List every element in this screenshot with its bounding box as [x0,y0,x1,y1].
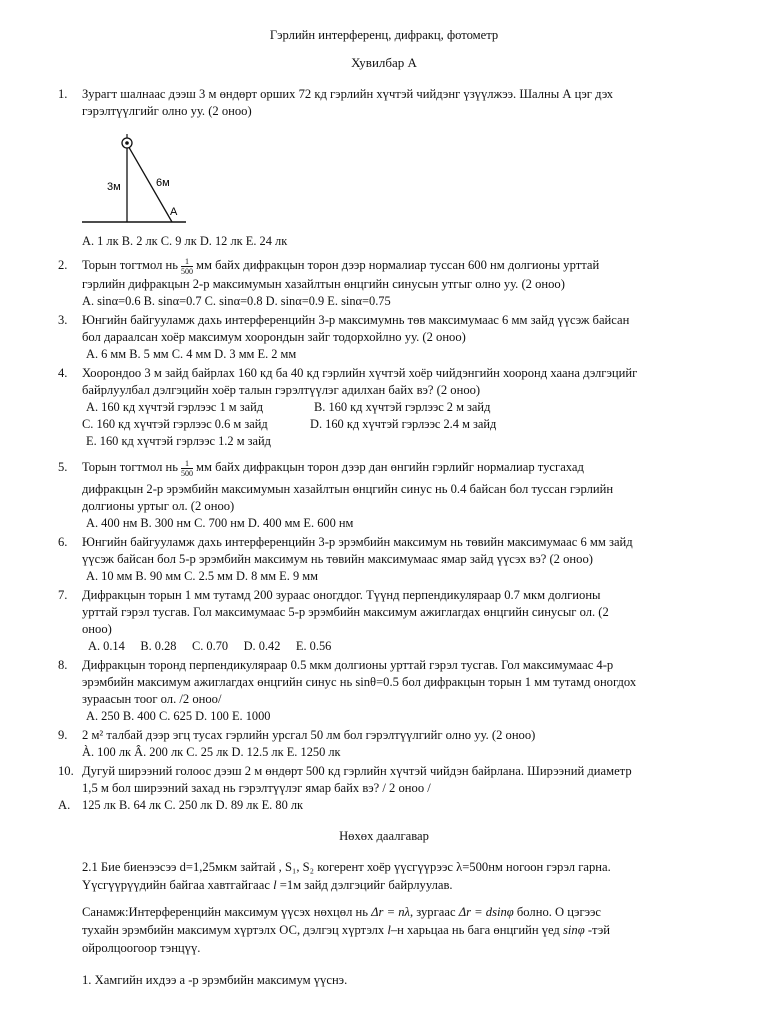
task21-var-l: l [273,878,277,892]
document-title: Гэрлийн интерференц, дифракц, фотометр [269,28,499,42]
section2-heading: Нөхөх даалгавар [339,829,429,843]
formula-max-condition: Δr = nλ [371,905,410,919]
q1-number: 1. [58,87,68,101]
hint-line2: тухайн эрэмбийн максимум хүртэлх ОС, дэлгэц хүртэлх l–н харьцаа нь бага өнцгийн үед sinφ -тэй [82,923,610,937]
q1-lamp-figure [80,134,190,226]
q3-text-line2: бол дараалсан хоёр максимум хоорондын зайг тодорхойлно уу. (2 оноо) [82,330,466,344]
subquestion-1: 1. Хамгийн ихдээ а -р эрэмбийн максимум үүснэ. [82,973,348,987]
q7-text-line2: урттай гэрэл тусгав. Гол максимумаас 5-р эрэмбийн максимум ажиглагдах өнцгийн синусыг ол. (2 [82,605,609,619]
q4-number: 4. [58,366,68,380]
q2-text-line1 [82,253,599,277]
q5-text-part1: Торын тогтмол нь [82,460,179,474]
q6-answers: A. 10 мм B. 90 мм C. 2.5 мм D. 8 мм E. 9 мм [86,569,318,583]
q5-text-line3: долгионы уртыг ол. (2 оноо) [82,499,235,513]
q5-fraction: $\frac{1}{500}$ [181,458,194,478]
hint-line1: Санамж:Интерференцийн максимум үүсэх нөхцөл нь Δr = nλ, зургаас Δr = dsinφ болно. О цэгээс [82,905,602,919]
figure-point-label: A [170,206,178,218]
q4-answer-a: A. 160 кд хүчтэй гэрлээс 1 м зайд [86,400,264,414]
q4-answer-d: D. 160 кд хүчтэй гэрлээс 2.4 м зайд [310,417,497,431]
q7-text-line3: оноо) [82,622,112,636]
q3-number: 3. [58,313,68,327]
variant-heading: Хувилбар А [351,55,417,70]
q9-text-line1: 2 м² талбай дээр эгц тусах гэрлийн урсгал 50 лм бол гэрэлтүүлгийг олно уу. (2 оноо) [82,728,536,742]
q4-text-line1: Хоорондоо 3 м зайд байрлах 160 кд ба 40 кд гэрлийн хүчтэй хоёр чийдэнгийн хооронд хаана дэлгэцийг [82,366,638,380]
q8-number: 8. [58,658,68,672]
q5-number: 5. [58,460,68,474]
q1-text-line1: Зурагт шалнаас дээш 3 м өндөрт орших 72 кд гэрлийн хүчтэй чийдэнг үзүүлжээ. Шалны А цэг дэх [82,87,614,101]
q1-text-line2: гэрэлтүүлгийг олно уу. (2 оноо) [82,104,252,118]
q8-text-line1: Дифракцын торонд перпендикуляраар 0.5 мкм долгионы урттай гэрэл тусгав. Гол максимумаас 4-р [82,658,614,672]
q2-number: 2. [58,258,68,272]
formula-path-difference: Δr = dsinφ [458,905,514,919]
hint-line3: ойролцоогоор тэнцүү. [82,941,201,955]
q6-text-line1: Юнгийн байгууламж дахь интерференцийн 3-р эрэмбийн максимум нь төвийн максимумаас 6 мм зайд [82,535,633,549]
q9-number: 9. [58,728,68,742]
q4-text-line2: байрлуулбал дэлгэцийн хоёр талын гэрэлтүүлэг адилхан байх вэ? (2 оноо) [82,383,481,397]
q10-answers: 125 лк B. 64 лк C. 250 лк D. 89 лк E. 80 лк [82,798,304,812]
q7-number: 7. [58,588,68,602]
q2-fraction: $\frac{1}{500}$ [181,256,194,276]
q2-text-part1: Торын тогтмол нь [82,258,179,272]
q5-text-line1 [82,455,584,479]
q10-text-line2: 1,5 м бол ширээний захад нь гэрэлтүүлэг ямар байх вэ? / 2 оноо / [82,781,431,795]
q2-text-part2: мм байх дифракцын торон дээр нормалиар туссан 600 нм долгионы урттай [196,258,600,272]
q1-answers: A. 1 лк B. 2 лк C. 9 лк D. 12 лк E. 24 лк [82,234,288,248]
task21-line1: 2.1 Бие биенээсээ d=1,25мкм зайтай , S₁, S₂ когерент хоёр үүсгүүрээс λ=500нм ногоон гэрэл гарна. [82,860,611,874]
figure-hyp-label: 6м [156,177,170,189]
q4-answer-b: B. 160 кд хүчтэй гэрлээс 2 м зайд [314,400,491,414]
q4-answer-e: E. 160 кд хүчтэй гэрлээс 1.2 м зайд [86,434,271,448]
q6-number: 6. [58,535,68,549]
figure-side-label: 3м [107,181,121,193]
q3-text-line1: Юнгийн байгууламж дахь интерференцийн 3-р максимумнь төв максимумаас 6 мм зайд үүсэж байсан [82,313,630,327]
formula-sin: sinφ [563,923,585,937]
q7-text-line1: Дифракцын торын 1 мм тутамд 200 зураас оногддог. Түүнд перпендикуляраар 0.7 мкм долгионы [82,588,601,602]
q6-text-line2: үүсэж байсан бол 5-р эрэмбийн максимум нь төвийн максимумаас ямар зайд үүсэх вэ? (2 оноо) [82,552,593,566]
lamp-icon [122,134,132,148]
q5-answers: A. 400 нм B. 300 нм C. 700 нм D. 400 мм E. 600 нм [86,516,354,530]
q8-text-line3: зураасын тоог ол. /2 оноо/ [82,692,222,706]
q3-answers: A. 6 мм B. 5 мм C. 4 мм D. 3 мм E. 2 мм [86,347,297,361]
q10-number: 10. [58,764,74,778]
hint-var-l: l [387,923,391,937]
q7-answers: A. 0.14 B. 0.28 C. 0.70 D. 0.42 E. 0.56 [88,639,332,653]
q5-text-line2: дифракцын 2-р эрэмбийн максимумын хазайлтын өнцгийн синус нь 0.4 байсан бол туссан гэрлийн [82,482,614,496]
q10-answer-a-label: A. [58,798,71,812]
task21-line2: Үүсгүүрүүдийн байгаа хавтгайгаас l =1м зайд дэлгэцийг байрлуулав. [82,878,453,892]
q2-answers: A. sinα=0.6 B. sinα=0.7 C. sinα=0.8 D. sinα=0.9 E. sinα=0.75 [82,294,391,308]
q2-text-line2: гэрлийн дифракцын 2-р максимумын хазайлтын өнцгийн синусын утгыг олно уу. (2 оноо) [82,277,565,291]
q10-text-line1: Дугуй ширээний голоос дээш 2 м өндөрт 500 кд гэрлийн хүчтэй чийдэн байрлана. Ширээний диаметр [82,764,632,778]
q8-text-line2: эрэмбийн максимум ажиглагдах өнцгийн синус нь sinθ=0.5 бол дифракцын торын 1 мм тутамд оногдох [82,675,637,689]
q5-text-part2: мм байх дифракцын торон дээр дан өнгийн гэрлийг нормалиар тусгахад [196,460,584,474]
q9-answers: À. 100 лк Â. 200 лк C. 25 лк D. 12.5 лк E. 1250 лк [82,745,341,759]
q8-answers: A. 250 B. 400 C. 625 D. 100 E. 1000 [86,709,271,723]
q4-answer-c: C. 160 кд хүчтэй гэрлээс 0.6 м зайд [82,417,268,431]
